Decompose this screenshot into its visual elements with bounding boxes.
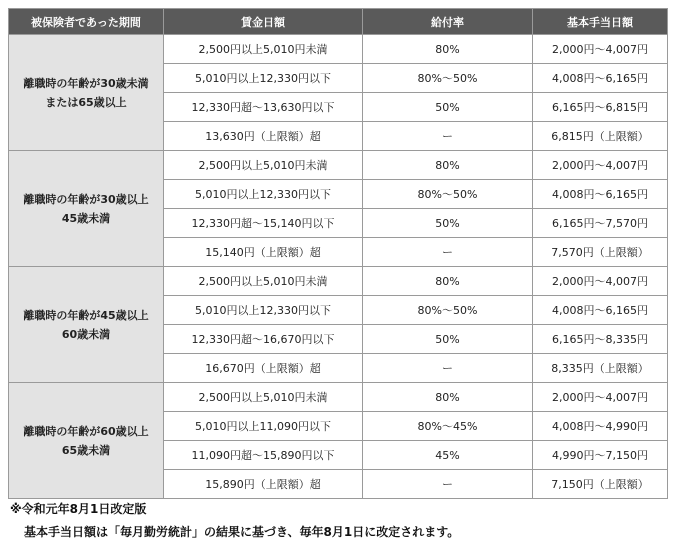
benefit-rate-cell: ー <box>363 122 533 151</box>
wage-daily-cell: 5,010円以上12,330円以下 <box>164 296 363 325</box>
table-row <box>9 383 668 412</box>
table-row <box>9 151 668 180</box>
wage-daily-cell: 2,500円以上5,010円未満 <box>164 267 363 296</box>
age-group-label-line: 65歳未満 <box>61 443 111 457</box>
wage-daily-cell: 11,090円超～15,890円以下 <box>164 441 363 470</box>
benefit-rate-cell: 80% <box>363 151 533 180</box>
basic-allowance-cell: 4,008円～6,165円 <box>533 64 668 93</box>
header-wage-daily: 賃金日額 <box>164 9 363 35</box>
wage-daily-cell: 2,500円以上5,010円未満 <box>164 151 363 180</box>
benefit-rate-cell: 45% <box>363 441 533 470</box>
benefit-rate-table <box>8 8 668 499</box>
age-group-label <box>9 267 164 383</box>
basic-allowance-cell: 2,000円～4,007円 <box>533 383 668 412</box>
table-row <box>9 267 668 296</box>
header-basic-allowance: 基本手当日額 <box>533 9 668 35</box>
benefit-rate-cell: ー <box>363 354 533 383</box>
benefit-rate-cell: 50% <box>363 325 533 354</box>
basic-allowance-cell: 8,335円（上限額） <box>533 354 668 383</box>
wage-daily-cell: 2,500円以上5,010円未満 <box>164 35 363 64</box>
wage-daily-cell: 13,630円（上限額）超 <box>164 122 363 151</box>
wage-daily-cell: 5,010円以上11,090円以下 <box>164 412 363 441</box>
age-group-label-line: 60歳未満 <box>61 327 111 341</box>
age-group-label <box>9 35 164 151</box>
basic-allowance-cell: 6,165円～7,570円 <box>533 209 668 238</box>
basic-allowance-cell: 6,165円～6,815円 <box>533 93 668 122</box>
basic-allowance-cell: 2,000円～4,007円 <box>533 35 668 64</box>
age-group-label-line: 45歳未満 <box>61 211 111 225</box>
benefit-rate-cell: ー <box>363 470 533 499</box>
basic-allowance-cell: 2,000円～4,007円 <box>533 151 668 180</box>
benefit-rate-cell: 50% <box>363 93 533 122</box>
wage-daily-cell: 12,330円超～13,630円以下 <box>164 93 363 122</box>
age-group-label-line: 離職時の年齢が30歳未満 <box>23 76 149 90</box>
benefit-rate-cell: 80%～50% <box>363 64 533 93</box>
wage-daily-cell: 15,140円（上限額）超 <box>164 238 363 267</box>
age-group-label-line: 離職時の年齢が60歳以上 <box>23 424 149 438</box>
benefit-rate-cell: 80%～50% <box>363 296 533 325</box>
basic-allowance-cell: 4,008円～6,165円 <box>533 296 668 325</box>
basic-allowance-cell: 4,008円～6,165円 <box>533 180 668 209</box>
basic-allowance-cell: 4,990円～7,150円 <box>533 441 668 470</box>
wage-daily-cell: 12,330円超～16,670円以下 <box>164 325 363 354</box>
header-benefit-rate: 給付率 <box>363 9 533 35</box>
benefit-rate-cell: ー <box>363 238 533 267</box>
basic-allowance-cell: 7,570円（上限額） <box>533 238 668 267</box>
benefit-rate-cell: 50% <box>363 209 533 238</box>
benefit-rate-cell: 80%～45% <box>363 412 533 441</box>
benefit-rate-cell: 80% <box>363 35 533 64</box>
wage-daily-cell: 5,010円以上12,330円以下 <box>164 180 363 209</box>
age-group-label-line: または65歳以上 <box>45 95 127 109</box>
revision-description: 基本手当日額は「毎月勤労統計」の結果に基づき、毎年8月1日に改定されます。 <box>24 525 460 539</box>
header-period: 被保険者であった期間 <box>9 9 164 35</box>
table-body <box>9 35 668 499</box>
revision-note: ※令和元年8月1日改定版 <box>10 502 147 516</box>
basic-allowance-cell: 2,000円～4,007円 <box>533 267 668 296</box>
basic-allowance-cell: 6,815円（上限額） <box>533 122 668 151</box>
wage-daily-cell: 12,330円超～15,140円以下 <box>164 209 363 238</box>
benefit-rate-cell: 80% <box>363 383 533 412</box>
wage-daily-cell: 2,500円以上5,010円未満 <box>164 383 363 412</box>
table-row <box>9 35 668 64</box>
benefit-rate-cell: 80%～50% <box>363 180 533 209</box>
wage-daily-cell: 16,670円（上限額）超 <box>164 354 363 383</box>
age-group-label-line: 離職時の年齢が45歳以上 <box>23 308 149 322</box>
benefit-rate-cell: 80% <box>363 267 533 296</box>
age-group-label <box>9 383 164 499</box>
wage-daily-cell: 15,890円（上限額）超 <box>164 470 363 499</box>
basic-allowance-cell: 4,008円～4,990円 <box>533 412 668 441</box>
age-group-label-line: 離職時の年齢が30歳以上 <box>23 192 149 206</box>
age-group-label <box>9 151 164 267</box>
basic-allowance-cell: 7,150円（上限額） <box>533 470 668 499</box>
wage-daily-cell: 5,010円以上12,330円以下 <box>164 64 363 93</box>
header-row <box>9 9 668 35</box>
basic-allowance-cell: 6,165円～8,335円 <box>533 325 668 354</box>
